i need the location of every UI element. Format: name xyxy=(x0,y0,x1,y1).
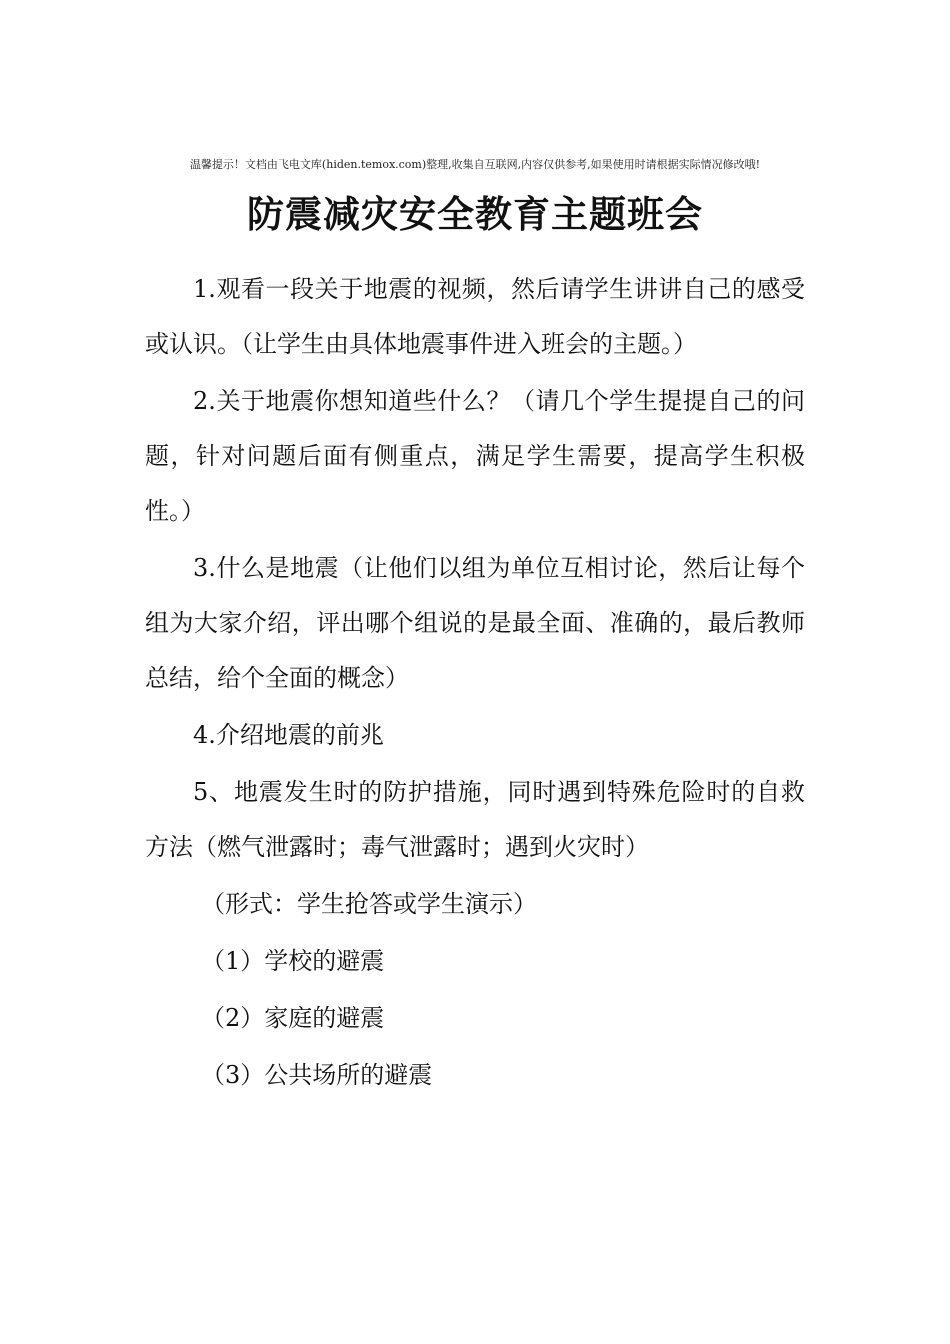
page-title: 防震减灾安全教育主题班会 xyxy=(247,193,703,236)
list-item-public: （3）公共场所的避震 xyxy=(201,1061,433,1089)
header-notice: 温馨提示！文档由飞电文库(hiden.temox.com)整理,收集自互联网,内容仅供参考,如果使用时请根据实际情况修改哦! xyxy=(189,158,761,171)
paragraph-5: 5、地震发生时的防护措施，同时遇到特殊危险时的自救方法（燃气泄露时；毒气泄露时；遇到火灾时） xyxy=(145,778,805,861)
paragraph-1: 1.观看一段关于地震的视频，然后请学生讲讲自己的感受或认识。（让学生由具体地震事件进入班会的主题。） xyxy=(145,275,805,358)
list-item-home: （2）家庭的避震 xyxy=(201,1004,385,1032)
list-item-school: （1）学校的避震 xyxy=(201,947,385,975)
paragraph-2: 2.关于地震你想知道些什么？（请几个学生提提自己的问题，针对问题后面有侧重点，满足学生需要，提高学生积极性。） xyxy=(145,387,805,525)
paragraph-3: 3.什么是地震（让他们以组为单位互相讨论，然后让每个组为大家介绍，评出哪个组说的是最全面、准确的，最后教师总结，给个全面的概念） xyxy=(145,554,805,692)
document-body xyxy=(145,262,805,1105)
paragraph-4: 4.介绍地震的前兆 xyxy=(193,721,384,749)
form-note: （形式：学生抢答或学生演示） xyxy=(201,890,537,918)
